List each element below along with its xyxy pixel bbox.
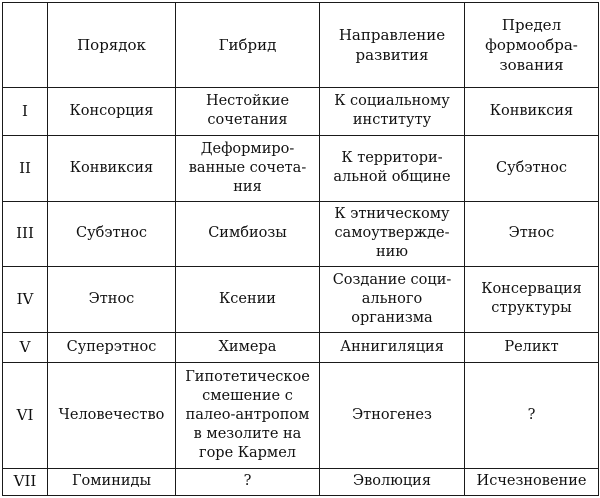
row-num: V — [3, 332, 48, 362]
row-num: IV — [3, 267, 48, 333]
row-limit: Этнос — [465, 201, 599, 267]
table-row — [3, 136, 599, 202]
row-order: Конвиксия — [48, 136, 176, 202]
row-num: III — [3, 201, 48, 267]
table-row — [3, 267, 599, 333]
header-order: Порядок — [48, 3, 176, 88]
row-order: Консорция — [48, 87, 176, 135]
row-order: Субэтнос — [48, 201, 176, 267]
row-limit: Консервация структуры — [465, 267, 599, 333]
row-limit: ? — [465, 362, 599, 468]
row-hybrid: Деформиро- ванные сочета- ния — [176, 136, 320, 202]
classification-table — [2, 2, 599, 496]
header-row — [3, 3, 599, 88]
table-row — [3, 468, 599, 495]
row-direction: Эволюция — [320, 468, 465, 495]
row-hybrid: Симбиозы — [176, 201, 320, 267]
table-row — [3, 362, 599, 468]
header-hybrid: Гибрид — [176, 3, 320, 88]
row-order: Этнос — [48, 267, 176, 333]
header-direction: Направление развития — [320, 3, 465, 88]
row-limit: Субэтнос — [465, 136, 599, 202]
row-hybrid: Нестойкие сочетания — [176, 87, 320, 135]
row-num: II — [3, 136, 48, 202]
row-num: VII — [3, 468, 48, 495]
header-num — [3, 3, 48, 88]
row-num: I — [3, 87, 48, 135]
row-order: Суперэтнос — [48, 332, 176, 362]
table-row — [3, 332, 599, 362]
row-limit: Исчезновение — [465, 468, 599, 495]
row-order: Гоминиды — [48, 468, 176, 495]
row-hybrid: Химера — [176, 332, 320, 362]
row-hybrid: ? — [176, 468, 320, 495]
row-direction: Этногенез — [320, 362, 465, 468]
header-limit: Предел формообра- зования — [465, 3, 599, 88]
table-row — [3, 87, 599, 135]
row-num: VI — [3, 362, 48, 468]
row-direction: Аннигиляция — [320, 332, 465, 362]
row-hybrid: Гипотетическое смешение с палео-антропом в мезолите на горе Кармел — [176, 362, 320, 468]
row-direction: К этническому самоутвержде- нию — [320, 201, 465, 267]
row-direction: Создание соци- ального организма — [320, 267, 465, 333]
table-row — [3, 201, 599, 267]
row-direction: К социальному институту — [320, 87, 465, 135]
row-direction: К территори- альной общине — [320, 136, 465, 202]
row-limit: Конвиксия — [465, 87, 599, 135]
row-order: Человечество — [48, 362, 176, 468]
row-limit: Реликт — [465, 332, 599, 362]
row-hybrid: Ксении — [176, 267, 320, 333]
